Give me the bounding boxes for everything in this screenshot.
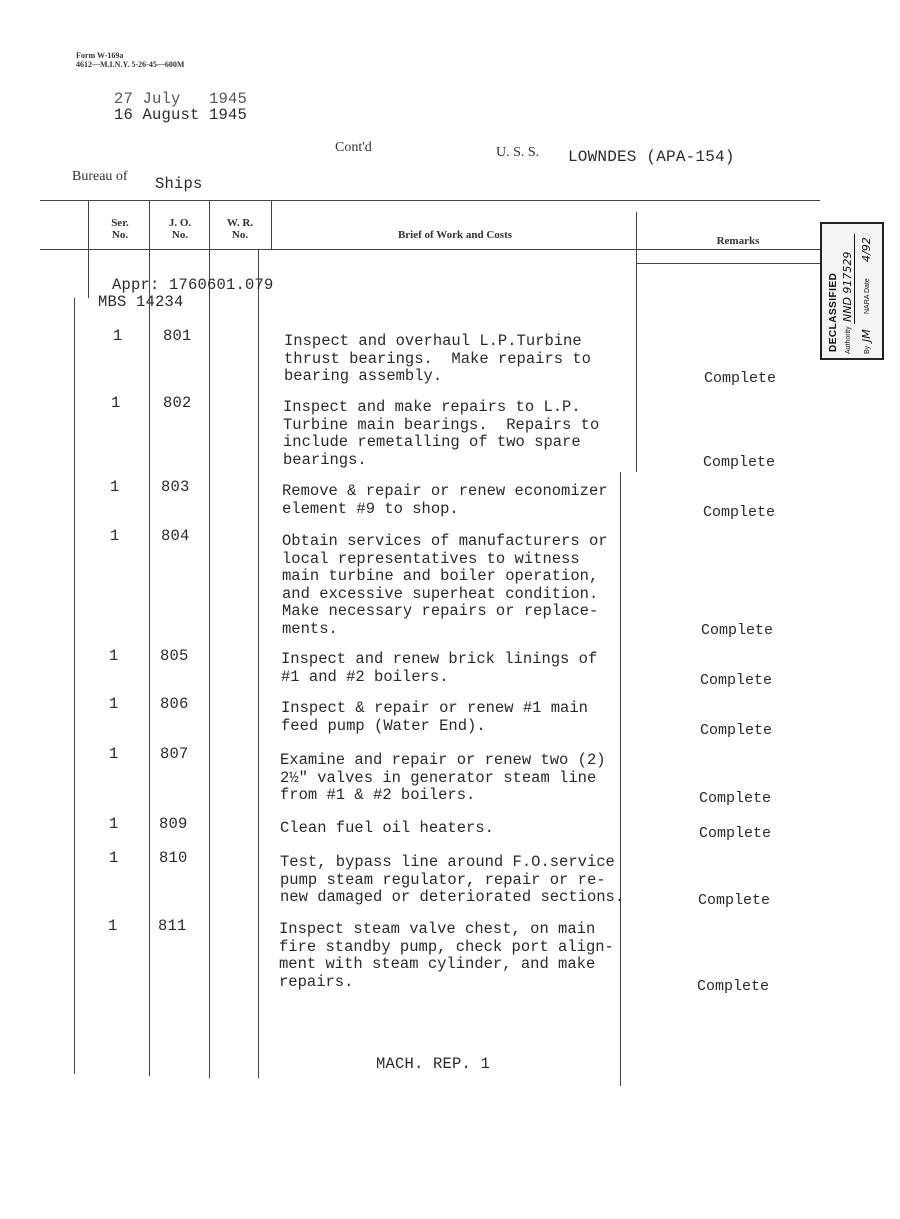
uss-label: U. S. S. bbox=[496, 145, 540, 160]
row-remark: Complete bbox=[697, 978, 770, 995]
row-jo: 802 bbox=[163, 394, 192, 412]
row-remark: Complete bbox=[700, 722, 773, 739]
bureau-value: Ships bbox=[155, 175, 203, 193]
row-remark: Complete bbox=[700, 672, 773, 689]
stamp-authority-rule bbox=[854, 234, 855, 324]
stamp-text bbox=[822, 224, 882, 358]
ship-name: LOWNDES (APA-154) bbox=[568, 148, 735, 166]
declassified-stamp bbox=[820, 222, 884, 360]
row-ser: 1 bbox=[109, 647, 119, 665]
row-brief: Examine and repair or renew two (2) 2½" valves in generator steam line from #1 & #2 boilers. bbox=[280, 751, 606, 804]
row-ser: 1 bbox=[109, 745, 119, 763]
form-print-code: 4612—M.I.N.Y. 5-26-45—600M bbox=[76, 60, 185, 69]
appropriation-line: Appr: 1760601.079 bbox=[112, 276, 274, 294]
row-ser: 1 bbox=[113, 327, 123, 345]
row-ser: 1 bbox=[109, 695, 119, 713]
row-ser: 1 bbox=[110, 527, 120, 545]
col-divider-brief bbox=[258, 250, 259, 1078]
row-jo: 807 bbox=[160, 745, 189, 763]
row-brief: Inspect and renew brick linings of #1 and #2 boilers. bbox=[281, 650, 598, 686]
table-top-rule bbox=[40, 200, 820, 201]
row-brief: Inspect and overhaul L.P.Turbine thrust bearings. Make repairs to bearing assembly. bbox=[284, 332, 591, 385]
mbs-line: MBS 14234 bbox=[98, 293, 184, 311]
header-ser bbox=[98, 217, 142, 241]
stamp-agency: NARA Date bbox=[864, 278, 871, 314]
col-divider-ser bbox=[74, 298, 75, 1074]
row-brief: Obtain services of manufacturers or local representatives to witness main turbine and boiler operation, and excessive superheat condition. Make necessary repairs or replace- ments. bbox=[282, 532, 608, 638]
col-divider-remarks bbox=[620, 472, 621, 1086]
row-jo: 811 bbox=[158, 917, 187, 935]
header-ser-line2: No. bbox=[111, 229, 129, 241]
header-rule-left bbox=[40, 249, 820, 250]
form-number: Form W-169a bbox=[76, 51, 124, 60]
stamp-authority-label: Authority bbox=[845, 326, 852, 354]
row-remark: Complete bbox=[699, 825, 772, 842]
row-ser: 1 bbox=[108, 917, 118, 935]
stamp-date-value: 4/92 bbox=[860, 237, 873, 262]
contd-label: Cont'd bbox=[335, 140, 372, 155]
row-ser: 1 bbox=[111, 394, 121, 412]
row-jo: 809 bbox=[159, 815, 188, 833]
header-wr-line1: W. R. bbox=[226, 217, 254, 229]
row-remark: Complete bbox=[704, 370, 777, 387]
row-jo: 806 bbox=[160, 695, 189, 713]
header-rule-remarks bbox=[636, 263, 820, 264]
bureau-label: Bureau of bbox=[72, 169, 128, 184]
row-brief: Test, bypass line around F.O.service pump steam regulator, repair or re- new damaged or deteriorated sections. bbox=[280, 853, 625, 906]
row-remark: Complete bbox=[703, 504, 776, 521]
row-remark: Complete bbox=[698, 892, 771, 909]
col-divider-jo bbox=[149, 200, 150, 1076]
row-brief: Remove & repair or renew economizer element #9 to shop. bbox=[282, 482, 608, 518]
header-wr-line2: No. bbox=[231, 229, 249, 241]
col-divider-ser-top bbox=[88, 200, 89, 298]
row-ser: 1 bbox=[110, 478, 120, 496]
row-ser: 1 bbox=[109, 849, 119, 867]
header-ser-line1: Ser. bbox=[111, 217, 129, 229]
stamp-by-value: JM bbox=[860, 329, 873, 342]
row-remark: Complete bbox=[703, 454, 776, 471]
col-divider-brief-top bbox=[271, 200, 272, 250]
row-jo: 801 bbox=[163, 327, 192, 345]
row-brief: Clean fuel oil heaters. bbox=[280, 819, 494, 837]
stamp-title: DECLASSIFIED bbox=[828, 272, 839, 352]
header-jo bbox=[158, 217, 202, 241]
header-brief: Brief of Work and Costs bbox=[397, 229, 513, 241]
header-jo-line2: No. bbox=[171, 229, 189, 241]
row-brief: Inspect & repair or renew #1 main feed pump (Water End). bbox=[281, 699, 588, 735]
col-divider-remarks-top bbox=[636, 212, 637, 472]
date-line-1: 27 July 1945 bbox=[114, 90, 248, 108]
row-remark: Complete bbox=[699, 790, 772, 807]
header-remarks: Remarks bbox=[716, 235, 760, 247]
header-jo-line1: J. O. bbox=[168, 217, 192, 229]
row-brief: Inspect and make repairs to L.P. Turbine main bearings. Repairs to include remetalling of two spare bearings. bbox=[283, 398, 600, 469]
row-jo: 804 bbox=[161, 527, 190, 545]
row-brief: Inspect steam valve chest, on main fire standby pump, check port align- ment with steam cylinder, and make repairs. bbox=[279, 920, 614, 991]
header-wr bbox=[218, 217, 262, 241]
stamp-authority-value: NND 917529 bbox=[841, 251, 854, 322]
col-divider-wr bbox=[209, 200, 210, 1078]
row-jo: 805 bbox=[160, 647, 189, 665]
row-remark: Complete bbox=[701, 622, 774, 639]
row-ser: 1 bbox=[109, 815, 119, 833]
page-footer-reference: MACH. REP. 1 bbox=[376, 1055, 491, 1073]
row-jo: 810 bbox=[159, 849, 188, 867]
stamp-by-label: By bbox=[864, 345, 871, 354]
row-jo: 803 bbox=[161, 478, 190, 496]
date-line-2: 16 August 1945 bbox=[114, 106, 248, 124]
